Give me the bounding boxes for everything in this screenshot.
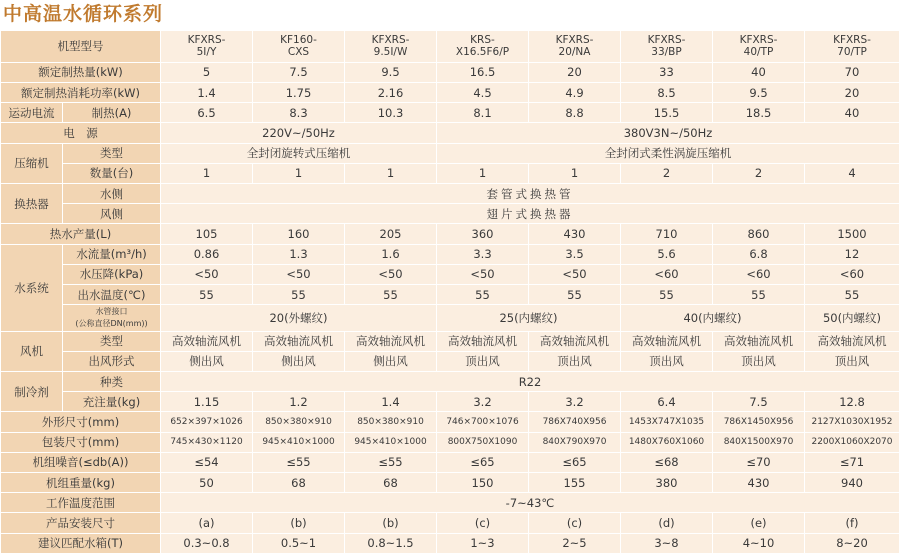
value-cell: ≤65: [529, 452, 621, 472]
table-row: [1, 244, 900, 264]
table-row: [1, 103, 900, 123]
value-cell: 1.15: [161, 392, 253, 412]
value-cell: ≤71: [805, 452, 900, 472]
value-cell: 840X1500X970: [713, 432, 805, 452]
table-row: [1, 331, 900, 351]
value-cell: 4~10: [713, 533, 805, 553]
value-cell: 220V~/50Hz: [161, 123, 437, 143]
row-label: 包装尺寸(mm): [1, 432, 161, 452]
value-cell: 0.5~1: [253, 533, 345, 553]
value-cell: 55: [161, 284, 253, 304]
value-cell: 20: [529, 62, 621, 82]
value-cell: 710: [621, 224, 713, 244]
value-cell: 翅片式换热器: [161, 204, 900, 224]
value-cell: 20(外螺纹): [161, 305, 437, 332]
value-cell: 0.3~0.8: [161, 533, 253, 553]
value-cell: 顶出风: [805, 351, 900, 371]
value-cell: 945×410×1000: [345, 432, 437, 452]
row-label: 热水产量(L): [1, 224, 161, 244]
value-cell: 380: [621, 473, 713, 493]
value-cell: 高效轴流风机: [253, 331, 345, 351]
value-cell: 1: [345, 163, 437, 183]
value-cell: 105: [161, 224, 253, 244]
value-cell: 7.5: [713, 392, 805, 412]
value-cell: -7~43℃: [161, 493, 900, 513]
value-cell: 6.4: [621, 392, 713, 412]
value-cell: <50: [529, 264, 621, 284]
value-cell: 15.5: [621, 103, 713, 123]
value-cell: 150: [437, 473, 529, 493]
table-row: [1, 123, 900, 143]
value-cell: 1480X760X1060: [621, 432, 713, 452]
table-row: [1, 351, 900, 371]
row-label: 产品安装尺寸: [1, 513, 161, 533]
value-cell: 746×700×1076: [437, 412, 529, 432]
value-cell: 786X1450X956: [713, 412, 805, 432]
row-label: 风机: [1, 331, 63, 371]
value-cell: 10.3: [345, 103, 437, 123]
row-sublabel: 类型: [63, 331, 161, 351]
value-cell: <50: [253, 264, 345, 284]
model-cell: KFXRS- 20/NA: [529, 31, 621, 63]
value-cell: 2127X1030X1952: [805, 412, 900, 432]
value-cell: 高效轴流风机: [529, 331, 621, 351]
value-cell: ≤55: [345, 452, 437, 472]
value-cell: 12: [805, 244, 900, 264]
table-header-row: [1, 31, 900, 63]
value-cell: 顶出风: [529, 351, 621, 371]
value-cell: 68: [253, 473, 345, 493]
value-cell: 6.8: [713, 244, 805, 264]
value-cell: 全封闭旋转式压缩机: [161, 143, 437, 163]
value-cell: 2200X1060X2070: [805, 432, 900, 452]
table-row: [1, 184, 900, 204]
value-cell: 1.75: [253, 83, 345, 103]
table-row: [1, 473, 900, 493]
row-sublabel: 种类: [63, 372, 161, 392]
value-cell: 5.6: [621, 244, 713, 264]
value-cell: (e): [713, 513, 805, 533]
value-cell: 840X790X970: [529, 432, 621, 452]
value-cell: (f): [805, 513, 900, 533]
table-row: [1, 305, 900, 332]
value-cell: 1.4: [161, 83, 253, 103]
value-cell: 2: [713, 163, 805, 183]
value-cell: 55: [437, 284, 529, 304]
value-cell: 1: [161, 163, 253, 183]
table-row: [1, 224, 900, 244]
row-sublabel: 制热(A): [63, 103, 161, 123]
value-cell: 786X740X956: [529, 412, 621, 432]
table-row: [1, 452, 900, 472]
value-cell: 850×380×910: [345, 412, 437, 432]
value-cell: 4.9: [529, 83, 621, 103]
value-cell: 3~8: [621, 533, 713, 553]
value-cell: 40: [805, 103, 900, 123]
value-cell: ≤54: [161, 452, 253, 472]
value-cell: ≤68: [621, 452, 713, 472]
value-cell: 205: [345, 224, 437, 244]
value-cell: 0.8~1.5: [345, 533, 437, 553]
table-row: [1, 62, 900, 82]
value-cell: 8.8: [529, 103, 621, 123]
page-title: 中高温水循环系列: [3, 3, 164, 25]
model-cell: KFXRS- 33/BP: [621, 31, 713, 63]
value-cell: 55: [621, 284, 713, 304]
value-cell: 顶出风: [437, 351, 529, 371]
table-row: [1, 513, 900, 533]
row-label: 压缩机: [1, 143, 63, 183]
value-cell: 1500: [805, 224, 900, 244]
value-cell: 12.8: [805, 392, 900, 412]
value-cell: 0.86: [161, 244, 253, 264]
row-sublabel: 水侧: [63, 184, 161, 204]
row-sublabel: 出风形式: [63, 351, 161, 371]
value-cell: 5: [161, 62, 253, 82]
row-label: 水系统: [1, 244, 63, 331]
value-cell: <50: [437, 264, 529, 284]
value-cell: 高效轴流风机: [713, 331, 805, 351]
table-row: [1, 204, 900, 224]
value-cell: 8.5: [621, 83, 713, 103]
row-label: 额定制热消耗功率(kW): [1, 83, 161, 103]
value-cell: 9.5: [345, 62, 437, 82]
value-cell: 高效轴流风机: [621, 331, 713, 351]
value-cell: (c): [529, 513, 621, 533]
table-row: [1, 412, 900, 432]
value-cell: 4.5: [437, 83, 529, 103]
table-row: [1, 143, 900, 163]
value-cell: 高效轴流风机: [345, 331, 437, 351]
row-sublabel: 数量(台): [63, 163, 161, 183]
value-cell: 高效轴流风机: [161, 331, 253, 351]
model-cell: KFXRS- 40/TP: [713, 31, 805, 63]
value-cell: 2~5: [529, 533, 621, 553]
row-label: 额定制热量(kW): [1, 62, 161, 82]
value-cell: 55: [805, 284, 900, 304]
model-header-label: 机型型号: [1, 31, 161, 63]
value-cell: 40: [713, 62, 805, 82]
value-cell: 2: [621, 163, 713, 183]
value-cell: 1~3: [437, 533, 529, 553]
row-sublabel: 水管接口 (公称直径DN(mm)): [63, 305, 161, 332]
value-cell: 155: [529, 473, 621, 493]
value-cell: 25(内螺纹): [437, 305, 621, 332]
value-cell: 160: [253, 224, 345, 244]
table-row: [1, 432, 900, 452]
table-row: [1, 83, 900, 103]
value-cell: 68: [345, 473, 437, 493]
row-sublabel: 水压降(kPa): [63, 264, 161, 284]
value-cell: 8~20: [805, 533, 900, 553]
value-cell: 33: [621, 62, 713, 82]
value-cell: 1: [437, 163, 529, 183]
value-cell: ≤65: [437, 452, 529, 472]
value-cell: 1: [529, 163, 621, 183]
value-cell: 55: [529, 284, 621, 304]
value-cell: 945×410×1000: [253, 432, 345, 452]
row-label: 外形尺寸(mm): [1, 412, 161, 432]
value-cell: 顶出风: [713, 351, 805, 371]
table-row: [1, 493, 900, 513]
value-cell: 套管式换热管: [161, 184, 900, 204]
value-cell: 55: [253, 284, 345, 304]
table-row: [1, 533, 900, 553]
row-sublabel: 风侧: [63, 204, 161, 224]
value-cell: 侧出风: [161, 351, 253, 371]
value-cell: 1.6: [345, 244, 437, 264]
row-label: 电 源: [1, 123, 161, 143]
value-cell: 全封闭式柔性涡旋压缩机: [437, 143, 900, 163]
value-cell: 430: [529, 224, 621, 244]
value-cell: R22: [161, 372, 900, 392]
row-label: 工作温度范围: [1, 493, 161, 513]
value-cell: 430: [713, 473, 805, 493]
value-cell: 8.3: [253, 103, 345, 123]
row-label: 换热器: [1, 184, 63, 224]
table-row: [1, 372, 900, 392]
value-cell: 1.4: [345, 392, 437, 412]
value-cell: 55: [713, 284, 805, 304]
value-cell: ≤70: [713, 452, 805, 472]
value-cell: 3.5: [529, 244, 621, 264]
value-cell: 860: [713, 224, 805, 244]
value-cell: 3.2: [529, 392, 621, 412]
row-sublabel: 水流量(m³/h): [63, 244, 161, 264]
value-cell: (c): [437, 513, 529, 533]
value-cell: (b): [345, 513, 437, 533]
model-cell: KF160- CXS: [253, 31, 345, 63]
value-cell: 745×430×1120: [161, 432, 253, 452]
value-cell: 7.5: [253, 62, 345, 82]
value-cell: 50: [161, 473, 253, 493]
value-cell: 3.3: [437, 244, 529, 264]
value-cell: 20: [805, 83, 900, 103]
value-cell: 70: [805, 62, 900, 82]
value-cell: 高效轴流风机: [805, 331, 900, 351]
value-cell: <60: [805, 264, 900, 284]
row-sublabel: 充注量(kg): [63, 392, 161, 412]
model-cell: KFXRS- 9.5I/W: [345, 31, 437, 63]
value-cell: (b): [253, 513, 345, 533]
table-row: [1, 284, 900, 304]
value-cell: 1: [253, 163, 345, 183]
table-row: [1, 392, 900, 412]
value-cell: 9.5: [713, 83, 805, 103]
row-label: 建议匹配水箱(T): [1, 533, 161, 553]
row-label: 机组噪音(≤db(A)): [1, 452, 161, 472]
value-cell: 3.2: [437, 392, 529, 412]
spec-table: [0, 30, 900, 554]
table-row: [1, 163, 900, 183]
value-cell: 55: [345, 284, 437, 304]
value-cell: 850×380×910: [253, 412, 345, 432]
value-cell: 顶出风: [621, 351, 713, 371]
row-label: 运动电流: [1, 103, 63, 123]
model-cell: KFXRS- 70/TP: [805, 31, 900, 63]
value-cell: 652×397×1026: [161, 412, 253, 432]
value-cell: (a): [161, 513, 253, 533]
model-cell: KFXRS- 5I/Y: [161, 31, 253, 63]
row-sublabel: 出水温度(℃): [63, 284, 161, 304]
value-cell: 940: [805, 473, 900, 493]
value-cell: 8.1: [437, 103, 529, 123]
value-cell: 380V3N~/50Hz: [437, 123, 900, 143]
value-cell: 2.16: [345, 83, 437, 103]
value-cell: 侧出风: [345, 351, 437, 371]
value-cell: <50: [161, 264, 253, 284]
value-cell: ≤55: [253, 452, 345, 472]
row-label: 制冷剂: [1, 372, 63, 412]
model-cell: KRS- X16.5F6/P: [437, 31, 529, 63]
row-label: 机组重量(kg): [1, 473, 161, 493]
value-cell: 高效轴流风机: [437, 331, 529, 351]
table-row: [1, 264, 900, 284]
value-cell: 40(内螺纹): [621, 305, 805, 332]
value-cell: <60: [713, 264, 805, 284]
value-cell: 6.5: [161, 103, 253, 123]
value-cell: <50: [345, 264, 437, 284]
value-cell: 4: [805, 163, 900, 183]
value-cell: 1.2: [253, 392, 345, 412]
value-cell: 16.5: [437, 62, 529, 82]
value-cell: 360: [437, 224, 529, 244]
row-sublabel: 类型: [63, 143, 161, 163]
value-cell: 18.5: [713, 103, 805, 123]
value-cell: 50(内螺纹): [805, 305, 900, 332]
value-cell: <60: [621, 264, 713, 284]
value-cell: 1.3: [253, 244, 345, 264]
value-cell: 800X750X1090: [437, 432, 529, 452]
value-cell: 侧出风: [253, 351, 345, 371]
value-cell: 1453X747X1035: [621, 412, 713, 432]
value-cell: (d): [621, 513, 713, 533]
